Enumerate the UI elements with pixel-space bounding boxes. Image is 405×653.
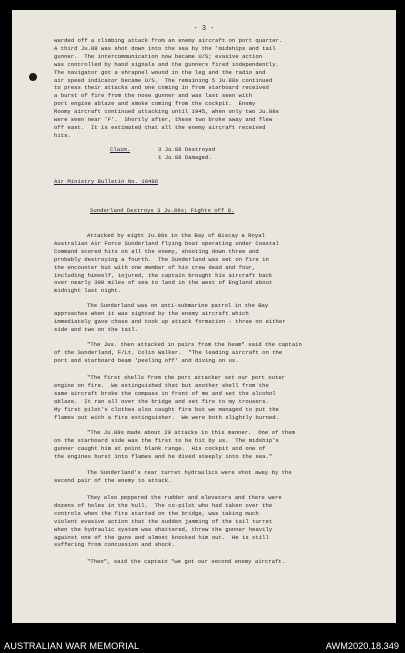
text-line: suffering from concussion and shock. bbox=[54, 541, 175, 549]
text-line: off east. It is estimated that all the enemy aircraft received bbox=[54, 123, 266, 131]
text-line: "Then", said the captain "we got our second enemy aircraft. bbox=[87, 558, 286, 565]
paragraph-continuation bbox=[54, 37, 380, 140]
text-line: over nearly 300 miles of sea to land in the west of England about bbox=[54, 279, 273, 287]
text-line: "The Ju.88s made about 20 attacks in this manner. One of them bbox=[87, 429, 296, 436]
text-line: were seen near 'F'. Shortly after, these two broke away and flew bbox=[54, 116, 273, 124]
punch-hole bbox=[29, 73, 37, 81]
text-line: ablaze. It ran all over the bridge and set fire to my trousers. bbox=[54, 397, 269, 405]
text-line: second pair of the enemy to attack. bbox=[54, 476, 172, 484]
text-line: warded off a climbing attack from an enemy aircraft on port quarter. bbox=[54, 37, 283, 44]
text-line: port and starboard beam 'peeling off' and diving on us. bbox=[54, 356, 239, 364]
text-line: same aircraft broke the compass in front of me and set the alcohol bbox=[54, 389, 276, 397]
text-line: engine on fire. We extinguished that but another shell from the bbox=[54, 381, 269, 389]
text-line: flames out with a fire extinguisher. We were both slightly burned. bbox=[54, 413, 279, 421]
paragraph-rear-turret bbox=[54, 469, 380, 485]
text-line: midnight last night. bbox=[54, 287, 122, 295]
text-line: gunner caught him at point blank range. His cockpit and one of bbox=[54, 444, 266, 452]
text-line: the engines burst into flames and he dived steeply into the sea." bbox=[54, 452, 273, 460]
text-line: Command scored hits on all the enemy, shooting down three and bbox=[54, 247, 259, 255]
paragraph-twenty-attacks bbox=[54, 429, 380, 461]
text-line: Australian Air Force Sunderland flying boat operating under Coastal bbox=[54, 239, 279, 247]
text-line: port engine ablaze and smoke coming from the cockpit. Enemy bbox=[54, 100, 256, 108]
text-line: The Sunderland's rear turret hydraulics were shot away by the bbox=[87, 469, 292, 476]
accession-number: AWM2020.18.349 bbox=[325, 641, 399, 651]
text-line: The Sunderland was on anti-submarine patrol in the Bay bbox=[87, 302, 269, 309]
text-line: a burst of fire from the nose gunner and was last seen with bbox=[54, 92, 253, 100]
text-line: hits. bbox=[54, 131, 71, 139]
bulletin-heading: Air Ministry Bulletin No. 10486 bbox=[54, 178, 159, 185]
text-line: side and two on the tail. bbox=[54, 325, 138, 333]
text-line: The navigator got a shrapnel wound in the leg and the radio and bbox=[54, 68, 266, 76]
text-line: controls when the fire started on the bridge, was taking much bbox=[54, 509, 259, 517]
archive-footer bbox=[0, 623, 405, 653]
claim-damaged: 1 Ju.88 Damaged. bbox=[158, 154, 212, 161]
document-page bbox=[12, 10, 396, 623]
text-line: approaches when it was sighted by the enemy aircraft which bbox=[54, 309, 249, 317]
text-line: when the hydraulic system was shattered, threw the gunner heavily bbox=[54, 525, 273, 533]
paragraph-captain-quote bbox=[54, 341, 380, 365]
text-line: violent evasive action that the sudden jamming of the tail turret bbox=[54, 517, 273, 525]
text-line: They also peppered the rudder and elevators and there were bbox=[87, 494, 282, 501]
text-line: My first pilot's clothes also caught fire but we managed to put the bbox=[54, 405, 279, 413]
text-line: Attacked by eight Ju.88s in the Bay of Biscay a Royal bbox=[87, 232, 265, 239]
headline: Sunderland Destroys 3 Ju.88s; Fights off 8. bbox=[90, 207, 235, 214]
text-line: of the Sunderland, F/Lt. Colin Walker. "The leading aircraft on the bbox=[54, 348, 283, 356]
text-line: to press their attacks and one coming in from starboard received bbox=[54, 84, 269, 92]
text-line: gunner. The intercommunication now became U/S; evasive action bbox=[54, 52, 263, 60]
claim-label: Claim. bbox=[110, 146, 131, 153]
text-line: probably destroying a fourth. The Sunderland was set on fire in bbox=[54, 255, 269, 263]
text-line: air speed indicator became U/S. The remaining 5 Ju.88s continued bbox=[54, 76, 273, 84]
paragraph-patrol bbox=[54, 302, 380, 334]
paragraph-hull-damage bbox=[54, 494, 380, 549]
text-line: dozens of holes in the hull. The co-pilot who had taken over the bbox=[54, 501, 273, 509]
text-line: was controlled by hand signals and the gunners fired independently. bbox=[54, 60, 279, 68]
paragraph-second-aircraft bbox=[54, 558, 380, 566]
text-line: the encounter but with one member of his crew dead and four, bbox=[54, 263, 256, 271]
paragraph-attack-intro bbox=[54, 232, 380, 295]
text-line: on the starboard side was the first to be hit by us. The midship's bbox=[54, 436, 279, 444]
text-line: "The first shells from the port attacker set our port outer bbox=[87, 374, 286, 381]
paragraph-first-shells bbox=[54, 374, 380, 421]
text-line: A third Ju.88 was shot down into the sea by the 'midships and tail bbox=[54, 44, 276, 52]
institution-label: AUSTRALIAN WAR MEMORIAL bbox=[4, 641, 140, 651]
page-number: - 3 - bbox=[193, 25, 215, 33]
text-line: "The Jus. then attacked in pairs from the beam" said the captain bbox=[87, 341, 302, 348]
text-line: Roomy aircraft continued attacking until 1945, when only two Ju.88s bbox=[54, 108, 279, 116]
claim-destroyed: 3 Ju.88 Destroyed bbox=[158, 146, 216, 153]
text-line: immediately gave chase and took up attack formation - three on either bbox=[54, 317, 286, 325]
text-line: including himself, injured, the captain brought his aircraft back bbox=[54, 271, 273, 279]
text-line: against one of the guns and almost knocked him out. He is still bbox=[54, 533, 269, 541]
